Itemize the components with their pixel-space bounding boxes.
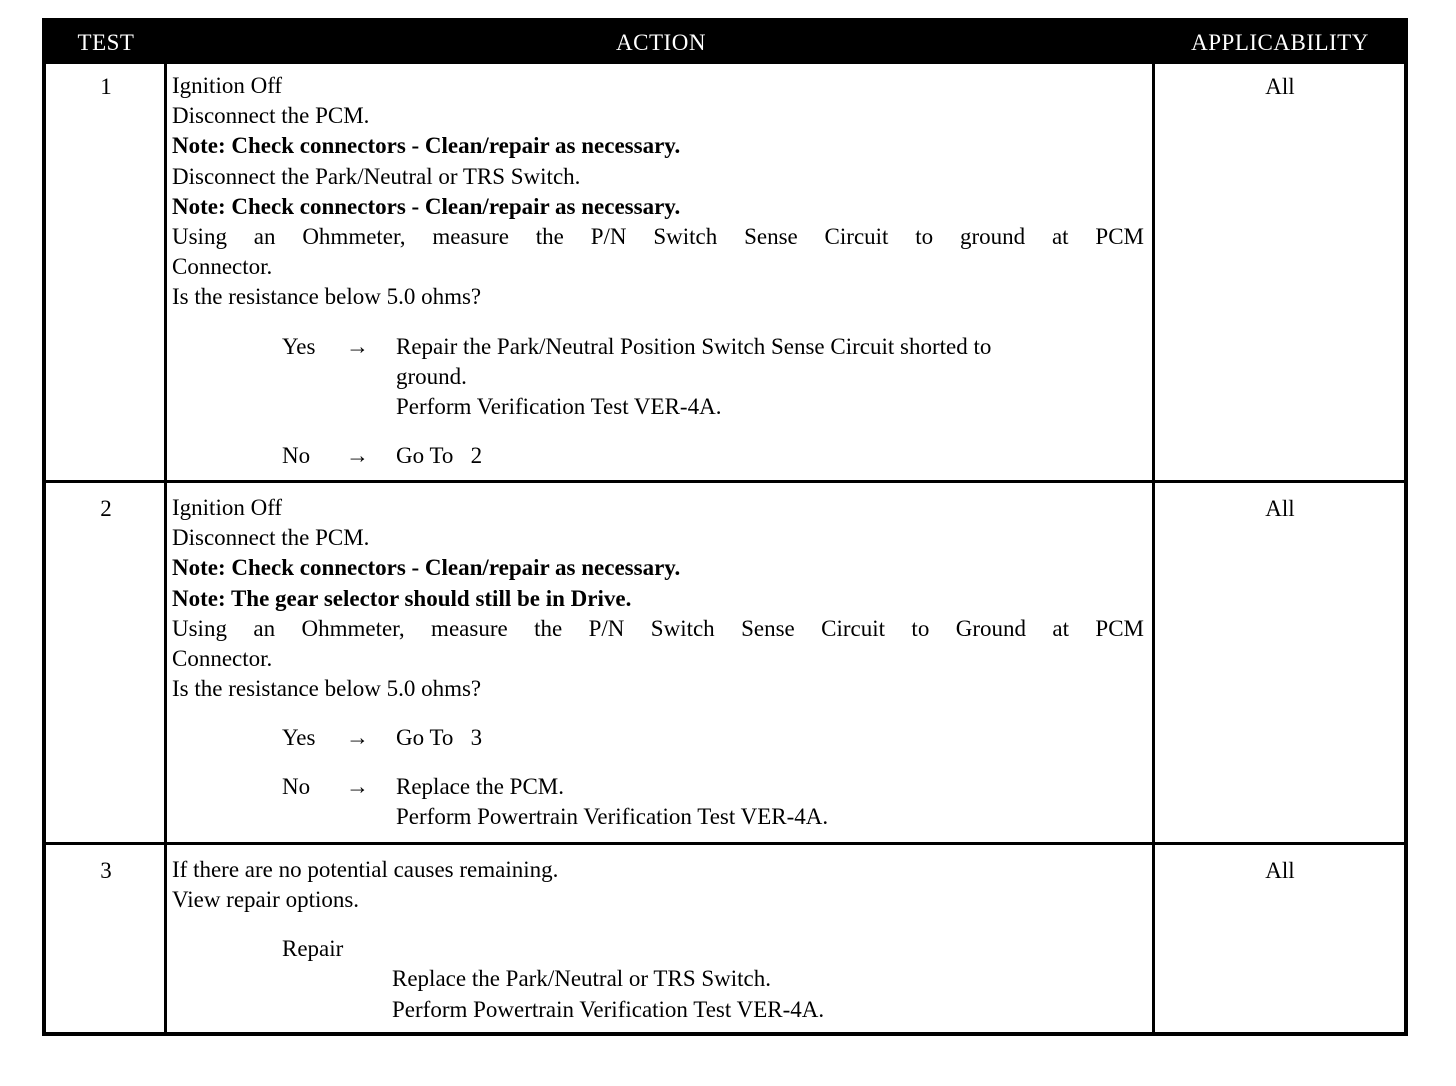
- applicability-2: All: [1265, 496, 1295, 521]
- note-line: Note: Check connectors - Clean/repair as necessary.: [172, 555, 681, 581]
- header-test: TEST: [77, 30, 135, 55]
- yes-result-continued: ground.: [396, 363, 467, 389]
- row-divider-2: [46, 842, 1404, 845]
- action-line: If there are no potential causes remaining.: [172, 857, 559, 882]
- column-divider-1: [164, 64, 167, 1036]
- arrow-icon: →: [346, 443, 369, 469]
- header-applicability: APPLICABILITY: [1191, 30, 1369, 55]
- repair-heading: [172, 934, 1144, 964]
- arrow-icon: →: [346, 333, 369, 359]
- action-line: Using an Ohmmeter, measure the P/N Switch Sense Circuit to ground at PCM: [172, 224, 1144, 250]
- column-divider-2: [1152, 64, 1155, 1036]
- yes-answer: [172, 723, 1144, 753]
- action-line: Using an Ohmmeter, measure the P/N Switch Sense Circuit to Ground at PCM: [172, 615, 1144, 641]
- no-label: No: [282, 443, 311, 469]
- action-cell-3: [172, 855, 1144, 1025]
- yes-label: Yes: [282, 725, 316, 751]
- action-cell-2: [172, 493, 1144, 833]
- no-answer: [172, 441, 1144, 471]
- yes-result: Repair the Park/Neutral Position Switch Sense Circuit shorted to: [396, 333, 992, 359]
- question-line: Is the resistance below 5.0 ohms?: [172, 676, 482, 702]
- no-result: Go To 2: [396, 443, 483, 469]
- test-number-2: 2: [100, 496, 112, 521]
- action-line: View repair options.: [172, 887, 360, 913]
- action-line: Disconnect the Park/Neutral or TRS Switch.: [172, 163, 581, 189]
- test-number-1: 1: [100, 74, 112, 99]
- question-line: Is the resistance below 5.0 ohms?: [172, 284, 482, 310]
- action-cell-1: [172, 71, 1144, 471]
- yes-result: Go To 3: [396, 725, 483, 751]
- action-line: Disconnect the PCM.: [172, 525, 370, 551]
- row-divider-1: [46, 480, 1404, 483]
- yes-label: Yes: [282, 333, 316, 359]
- applicability-3: All: [1265, 858, 1295, 883]
- action-line: Disconnect the PCM.: [172, 103, 370, 129]
- note-line: Note: Check connectors - Clean/repair as necessary.: [172, 133, 681, 159]
- diagnostic-test-table: [42, 18, 1408, 1036]
- no-answer: [172, 772, 1144, 802]
- table-header: [46, 22, 1404, 64]
- yes-result-continued: Perform Verification Test VER-4A.: [396, 393, 722, 419]
- no-result-continued: Perform Powertrain Verification Test VER-4A.: [396, 804, 829, 830]
- test-number-3: 3: [100, 858, 112, 883]
- applicability-1: All: [1265, 74, 1295, 99]
- action-line: Ignition Off: [172, 73, 283, 98]
- repair-step: Replace the Park/Neutral or TRS Switch.: [392, 966, 771, 992]
- repair-step: Perform Powertrain Verification Test VER-4A.: [392, 996, 825, 1022]
- note-line: Note: Check connectors - Clean/repair as necessary.: [172, 193, 681, 219]
- note-line: Note: The gear selector should still be in Drive.: [172, 585, 632, 611]
- no-label: No: [282, 774, 311, 800]
- action-line: Ignition Off: [172, 495, 283, 520]
- yes-answer: [172, 332, 1144, 362]
- repair-label: Repair: [282, 936, 344, 962]
- header-action: ACTION: [616, 30, 706, 55]
- action-line: Connector.: [172, 254, 273, 280]
- arrow-icon: →: [346, 725, 369, 751]
- no-result: Replace the PCM.: [396, 774, 564, 800]
- arrow-icon: →: [346, 774, 369, 800]
- action-line: Connector.: [172, 646, 273, 672]
